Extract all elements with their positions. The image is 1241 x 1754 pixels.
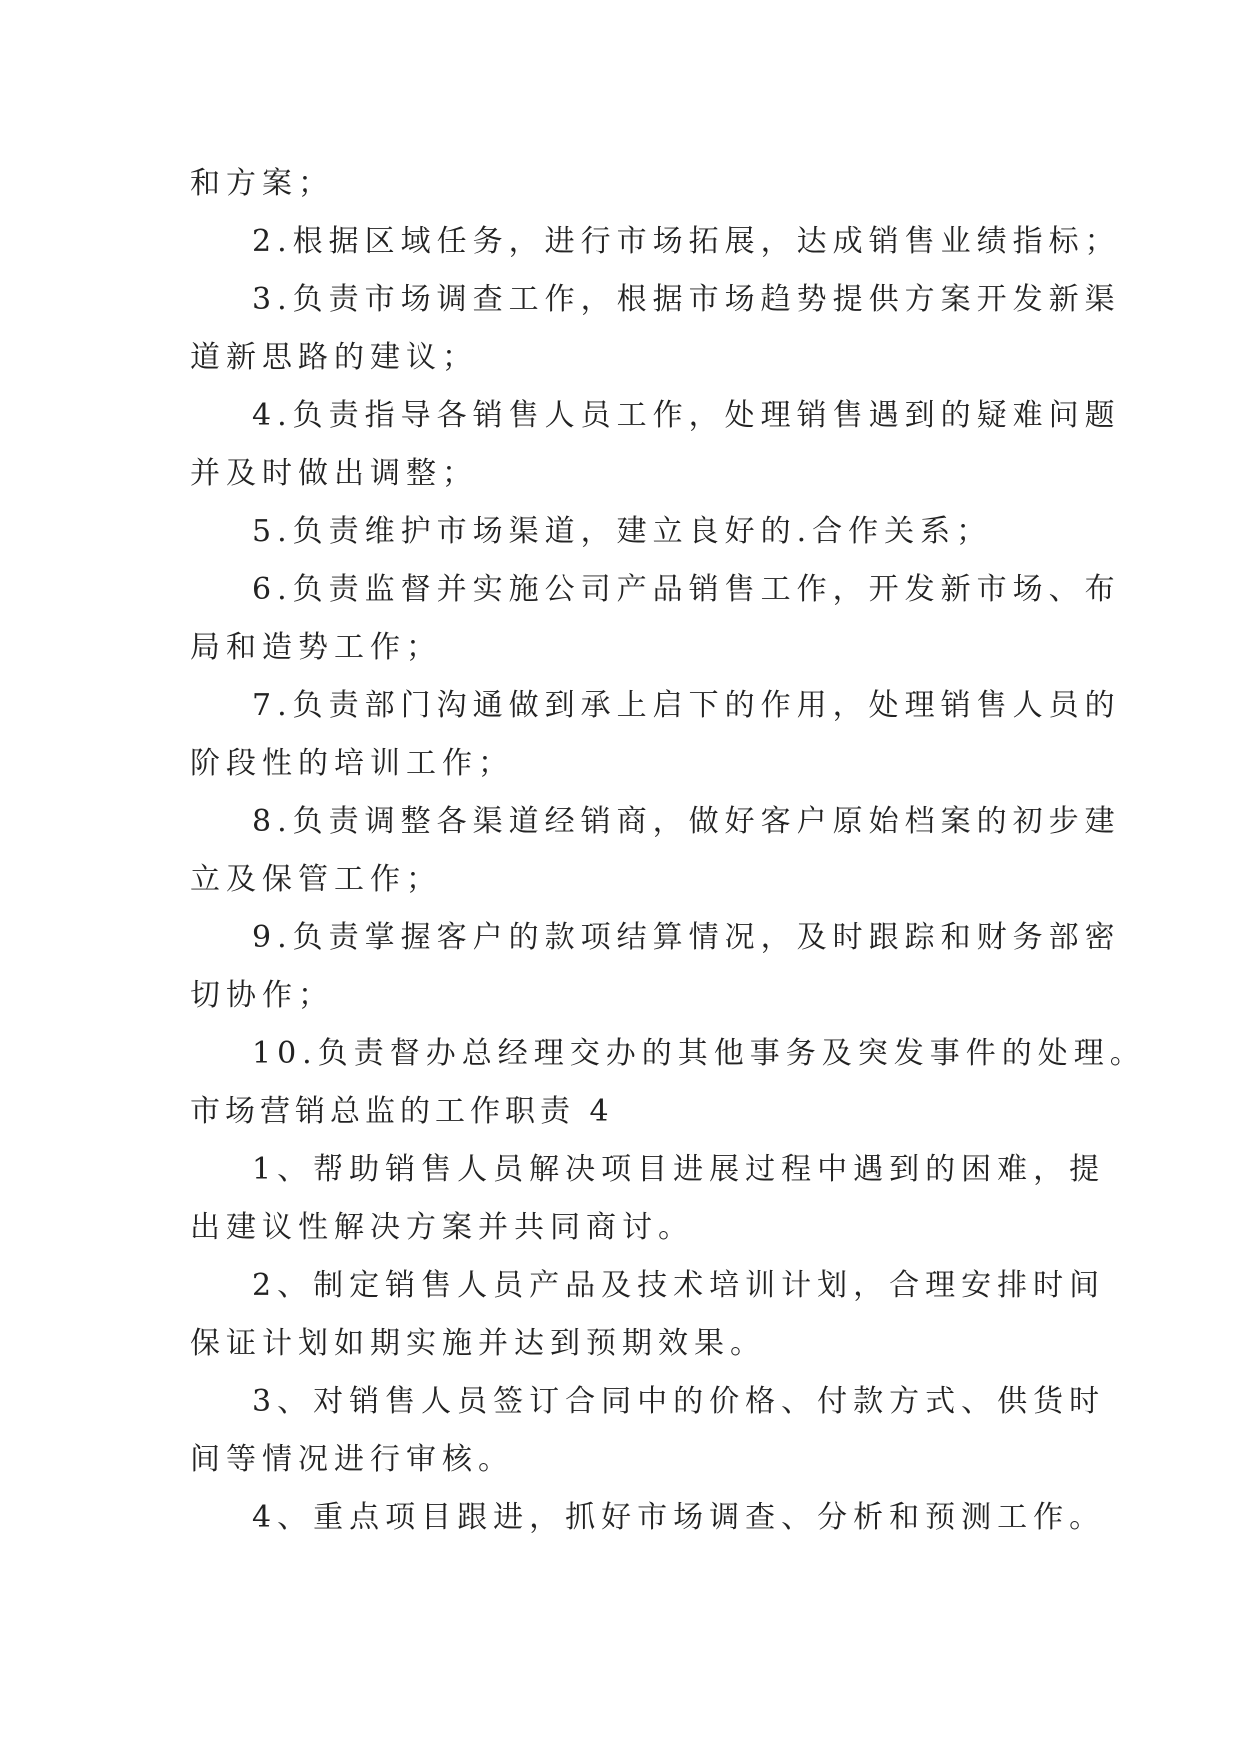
text-line: 出建议性解决方案并共同商讨。 — [190, 1210, 694, 1245]
duty-item-2: 2、制定销售人员产品及技术培训计划，合理安排时间 — [252, 1268, 1106, 1303]
list-item-3: 3.负责市场调查工作，根据市场趋势提供方案开发新渠 — [252, 282, 1121, 317]
list-item-5: 5.负责维护市场渠道，建立良好的.合作关系； — [252, 514, 993, 549]
text-line: 切协作； — [190, 978, 334, 1013]
list-item-7: 7.负责部门沟通做到承上启下的作用，处理销售人员的 — [252, 688, 1121, 723]
duty-item-3: 3、对销售人员签订合同中的价格、付款方式、供货时 — [252, 1384, 1106, 1419]
text-line: 和方案； — [190, 166, 334, 201]
list-item-4: 4.负责指导各销售人员工作，处理销售遇到的疑难问题 — [252, 398, 1121, 433]
text-line: 阶段性的培训工作； — [190, 746, 514, 781]
list-item-2: 2.根据区域任务，进行市场拓展，达成销售业绩指标； — [252, 224, 1121, 259]
list-item-9: 9.负责掌握客户的款项结算情况，及时跟踪和财务部密 — [252, 920, 1121, 955]
list-item-8: 8.负责调整各渠道经销商，做好客户原始档案的初步建 — [252, 804, 1121, 839]
document-body — [190, 155, 1146, 1547]
duty-item-4: 4、重点项目跟进，抓好市场调查、分析和预测工作。 — [252, 1500, 1106, 1535]
text-line: 并及时做出调整； — [190, 456, 478, 491]
section-heading: 市场营销总监的工作职责 4 — [190, 1094, 614, 1129]
text-line: 局和造势工作； — [190, 630, 442, 665]
duty-item-1: 1、帮助销售人员解决项目进展过程中遇到的困难，提 — [252, 1152, 1106, 1187]
list-item-6: 6.负责监督并实施公司产品销售工作，开发新市场、布 — [252, 572, 1121, 607]
list-item-10: 10.负责督办总经理交办的其他事务及突发事件的处理。 — [252, 1036, 1146, 1071]
text-line: 立及保管工作； — [190, 862, 442, 897]
text-line: 间等情况进行审核。 — [190, 1442, 514, 1477]
text-line: 道新思路的建议； — [190, 340, 478, 375]
text-line: 保证计划如期实施并达到预期效果。 — [190, 1326, 766, 1361]
